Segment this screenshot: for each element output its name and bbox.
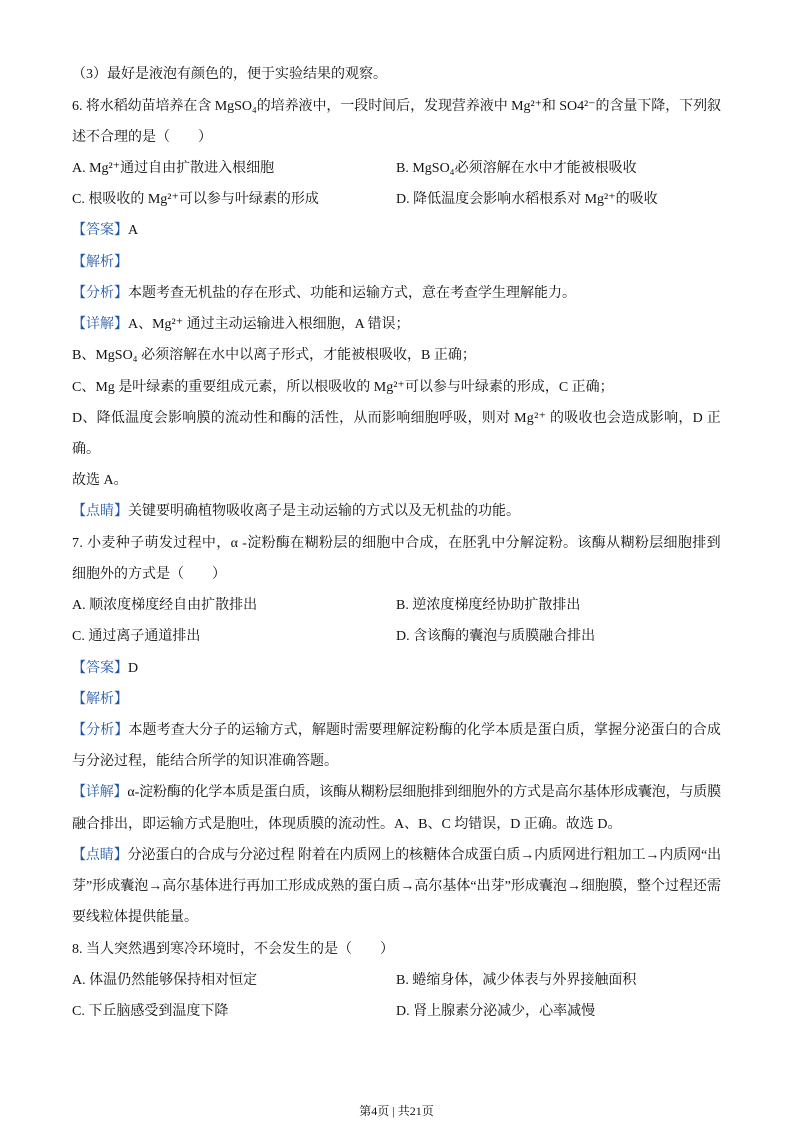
q6-options-row-2 <box>72 184 721 215</box>
q6-xiangjie-line-4: D、降低温度会影响膜的流动性和酶的活性，从而影响细胞呼吸，则对 Mg²⁺ 的吸收也会造成影响，D 正 <box>72 410 722 426</box>
q6-dianjing-label: 【点睛】 <box>72 504 128 520</box>
q7-options-row-2 <box>72 621 721 652</box>
q6-stem-line-1: 6. 将水稻幼苗培养在含 MgSO₄的培养液中，一段时间后，发现营养液中 Mg²⁺和 SO4²⁻的含量下降，下列叙 <box>72 98 721 114</box>
q7-dianjing-line-3: 要线粒体提供能量。 <box>72 910 198 926</box>
q6-xiangjie-line-3: C、Mg 是叶绿素的重要组成元素，所以根吸收的 Mg²⁺可以参与叶绿素的形成，C 正确； <box>72 379 614 395</box>
q7-xiangjie-line-2: 融合排出，即运输方式是胞吐，体现质膜的流动性。A、B、C 均错误，D 正确。故选 D。 <box>72 816 622 832</box>
q6-conclusion-line: 故选 A。 <box>72 473 128 489</box>
q7-answer-value: D <box>128 660 139 676</box>
q8-options-row-1 <box>72 965 721 996</box>
q6-dianjing-line <box>72 496 721 527</box>
q7-fenxi-line-1 <box>72 715 721 746</box>
q8-option-a: A. 体温仍然能够保持相对恒定 <box>72 972 258 988</box>
q7-stem-line-1: 7. 小麦种子萌发过程中，α -淀粉酶在糊粉层的细胞中合成，在胚乳中分解淀粉。该酶从糊粉层细胞排到 <box>72 535 721 551</box>
q6-stem-line-2: 述不合理的是（ ） <box>72 129 212 145</box>
q7-xiangjie-text-1: α-淀粉酶的化学本质是蛋白质，该酶从糊粉层细胞排到细胞外的方式是高尔基体形成囊泡，与质膜 <box>127 785 721 801</box>
q6-xiangjie-line-2: B、MgSO₄ 必须溶解在水中以离子形式，才能被根吸收，B 正确； <box>72 348 476 364</box>
q7-xiangjie-line-1 <box>72 777 721 808</box>
q7-fenxi-line-2: 与分泌过程，能结合所学的知识准确答题。 <box>72 754 338 770</box>
q6-xiangjie-line-1 <box>72 309 721 340</box>
q7-option-b: B. 逆浓度梯度经协助扩散排出 <box>396 598 581 614</box>
q6-fenxi-label: 【分析】 <box>72 285 128 301</box>
carryover-line: （3）最好是液泡有颜色的，便于实验结果的观察。 <box>72 67 387 83</box>
q6-option-d: D. 降低温度会影响水稻根系对 Mg²⁺的吸收 <box>396 192 658 208</box>
q6-xiangjie-line-5: 确。 <box>72 442 100 458</box>
q6-answer-label: 【答案】 <box>72 223 128 239</box>
q7-dianjing-line-2: 芽”形成囊泡→高尔基体进行再加工形成成熟的蛋白质→高尔基体“出芽”形成囊泡→细胞膜，整个过程还需 <box>72 879 721 895</box>
q6-option-c: C. 根吸收的 Mg²⁺可以参与叶绿素的形成 <box>72 192 319 208</box>
q7-fenxi-label: 【分析】 <box>72 722 129 738</box>
q6-fenxi-text: 本题考查无机盐的存在形式、功能和运输方式，意在考查学生理解能力。 <box>128 285 576 301</box>
q7-stem-line-2: 细胞外的方式是（ ） <box>72 566 226 582</box>
q6-xiangjie-label: 【详解】 <box>72 317 128 333</box>
q6-dianjing-text: 关键要明确植物吸收离子是主动运输的方式以及无机盐的功能。 <box>128 504 520 520</box>
q7-options-row-1 <box>72 590 721 621</box>
q6-options-row-1 <box>72 153 721 184</box>
q6-xiangjie-text-1: A、Mg²⁺ 通过主动运输进入根细胞，A 错误； <box>128 317 410 333</box>
q6-fenxi-line <box>72 278 721 309</box>
q7-option-c: C. 通过离子通道排出 <box>72 629 201 645</box>
q7-xiangjie-label: 【详解】 <box>72 785 128 801</box>
q6-jiexi-label: 【解析】 <box>72 254 128 270</box>
q8-stem-line-1: 8. 当人突然遇到寒冷环境时，不会发生的是（ ） <box>72 941 394 957</box>
q6-answer-line <box>72 215 721 246</box>
q8-option-b: B. 蜷缩身体，减少体表与外界接触面积 <box>396 972 637 988</box>
q7-dianjing-line-1 <box>72 840 721 871</box>
q6-answer-value: A <box>128 223 139 239</box>
q7-dianjing-label: 【点睛】 <box>72 847 128 863</box>
document-body <box>72 59 721 1027</box>
q8-option-d: D. 肾上腺素分泌减少，心率减慢 <box>396 1003 596 1019</box>
q8-options-row-2 <box>72 996 721 1027</box>
q6-option-b: B. MgSO₄必须溶解在水中才能被根吸收 <box>396 161 637 177</box>
q7-answer-line <box>72 653 721 684</box>
q7-answer-label: 【答案】 <box>72 660 128 676</box>
q7-jiexi-label: 【解析】 <box>72 691 128 707</box>
q6-option-a: A. Mg²⁺通过自由扩散进入根细胞 <box>72 161 275 177</box>
q7-option-d: D. 含该酶的囊泡与质膜融合排出 <box>396 629 596 645</box>
q6-jiexi-line <box>72 247 721 278</box>
q7-dianjing-text-1: 分泌蛋白的合成与分泌过程 附着在内质网上的核糖体合成蛋白质→内质网进行粗加工→内质网“出 <box>127 847 722 863</box>
page-footer: 第4页 | 共21页 <box>359 1104 434 1118</box>
q7-fenxi-text-1: 本题考查大分子的运输方式，解题时需要理解淀粉酶的化学本质是蛋白质，掌握分泌蛋白的合成 <box>128 722 722 738</box>
q7-option-a: A. 顺浓度梯度经自由扩散排出 <box>72 598 258 614</box>
q7-jiexi-line <box>72 684 721 715</box>
q8-option-c: C. 下丘脑感受到温度下降 <box>72 1003 229 1019</box>
